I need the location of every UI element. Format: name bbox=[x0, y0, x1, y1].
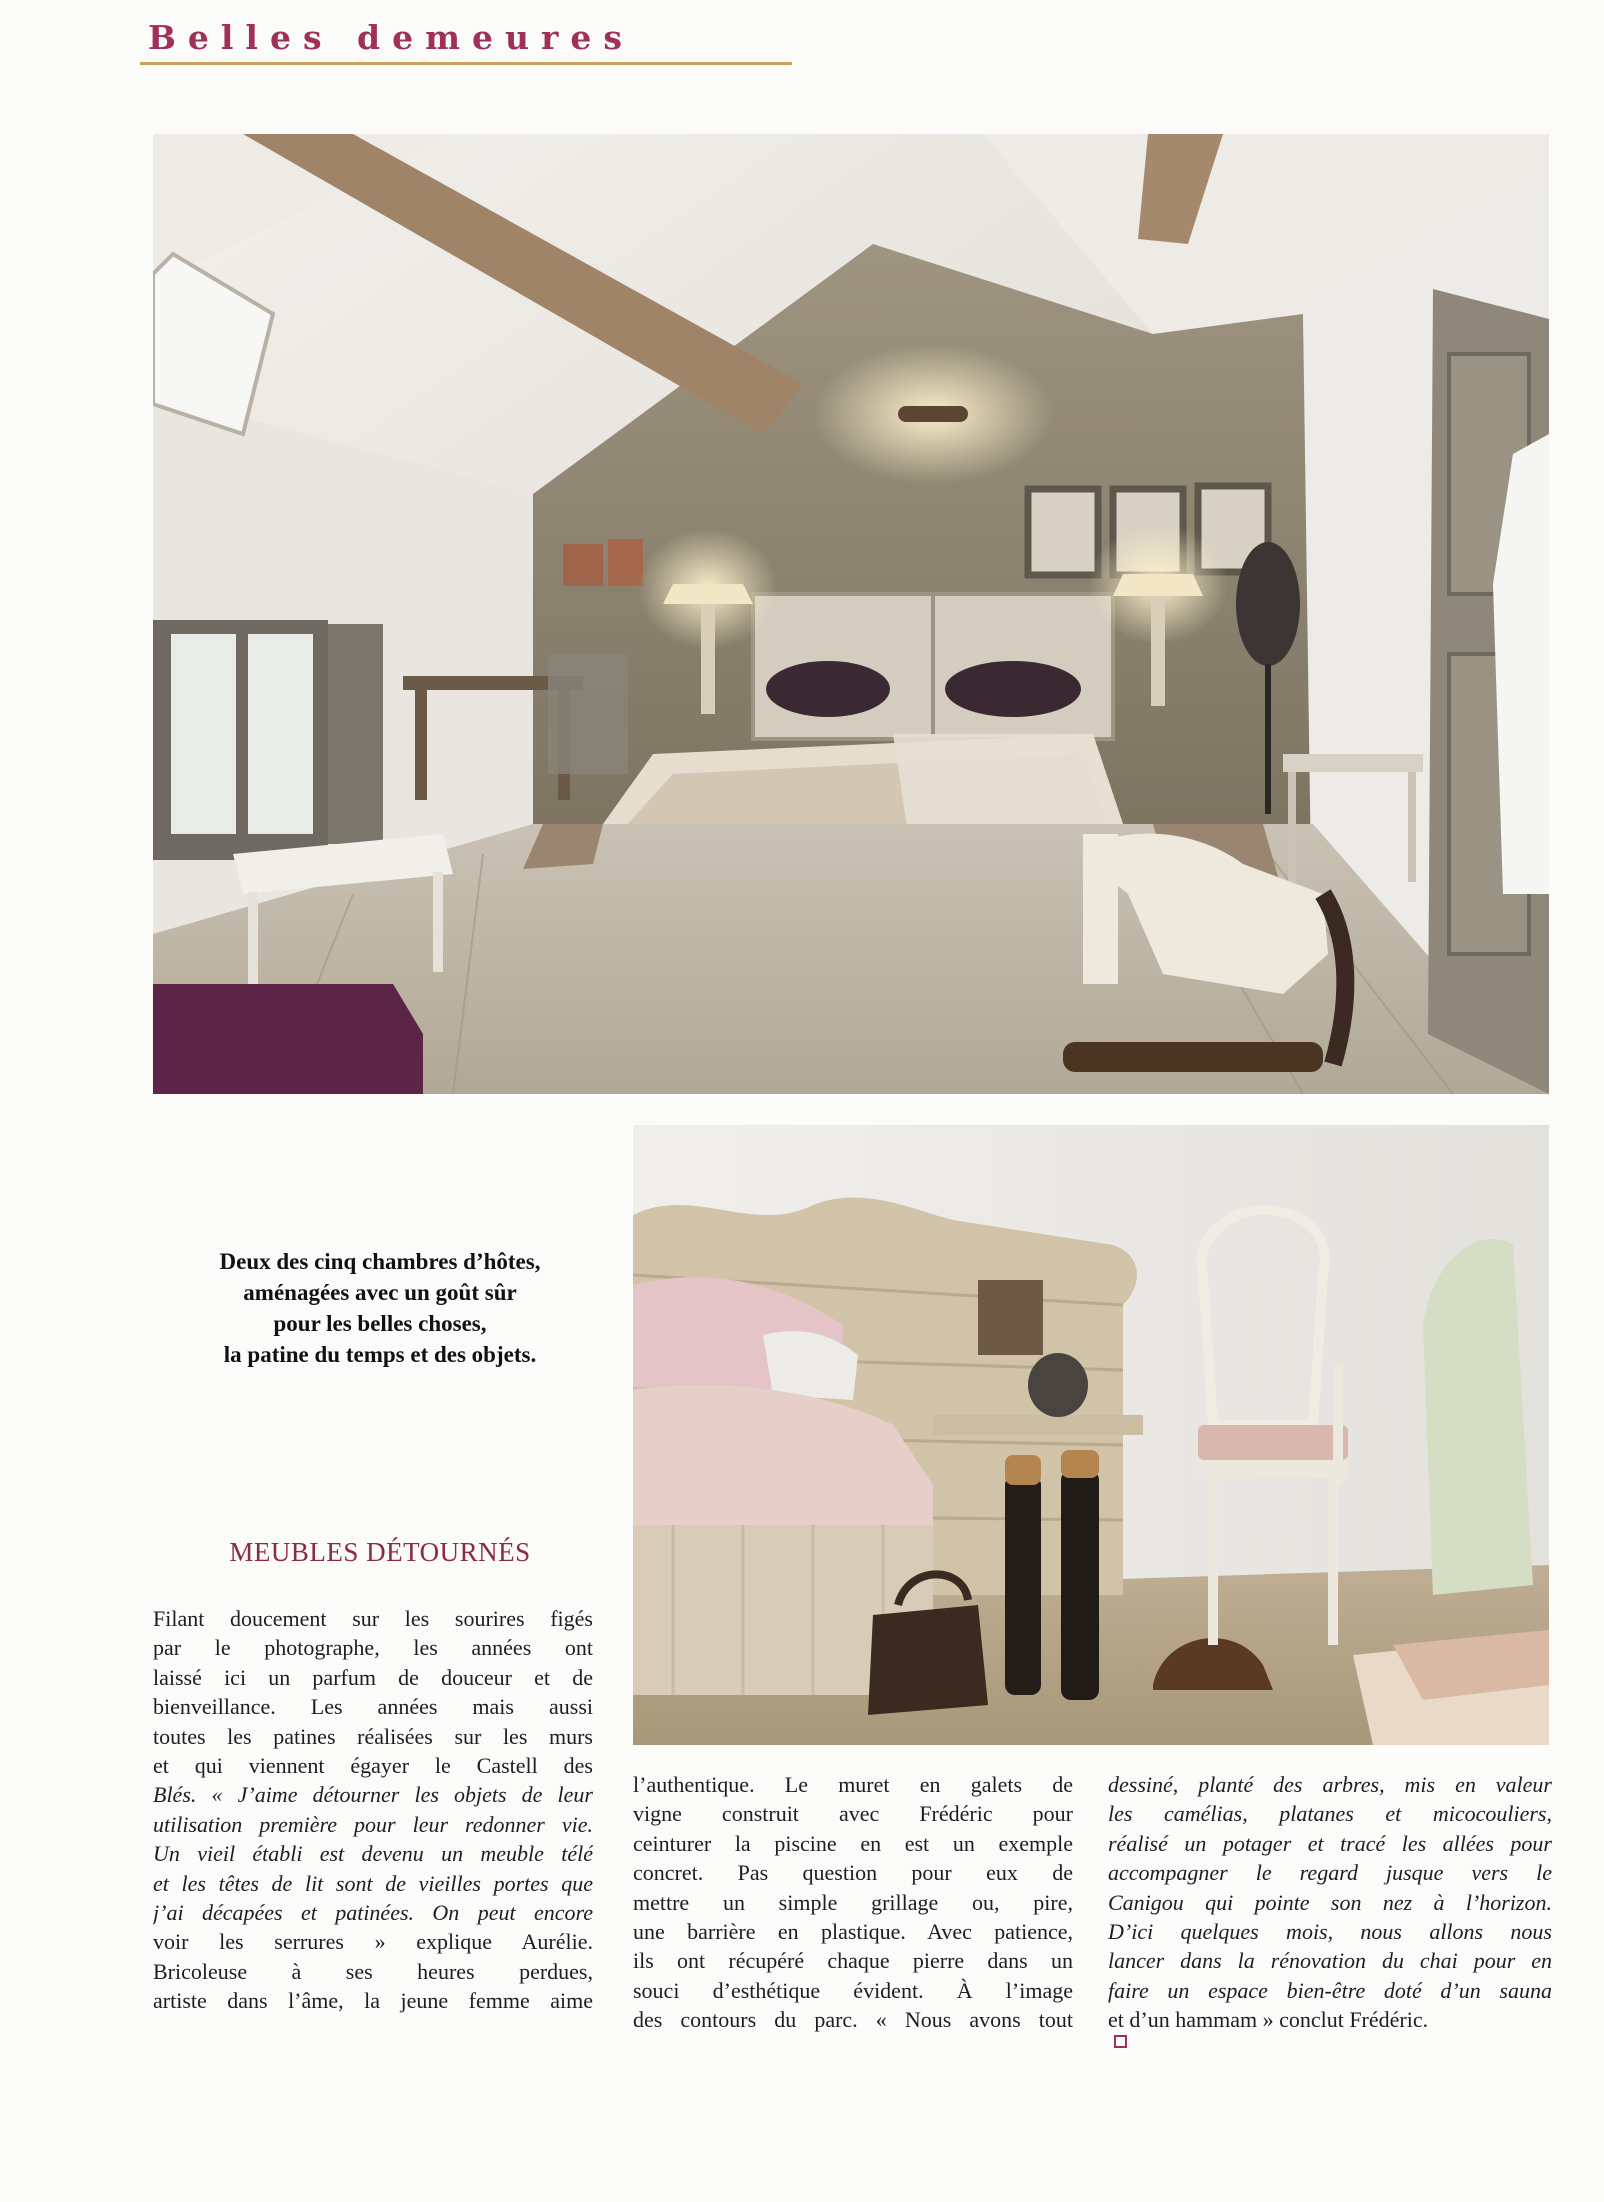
text-line: concret. Pas question pour eux de bbox=[633, 1860, 1073, 1886]
text-line: par le photographe, les années ont bbox=[153, 1635, 593, 1661]
text-line: Filant doucement sur les sourires figés bbox=[153, 1606, 593, 1631]
photo-caption bbox=[160, 1246, 600, 1370]
text-column-3 bbox=[1108, 1770, 1552, 2048]
text-line: bienveillance. Les années mais aussi bbox=[153, 1694, 593, 1720]
caption-line: pour les belles choses, bbox=[273, 1311, 487, 1336]
text-line-final bbox=[1108, 2005, 1552, 2047]
photo-bedroom-pink bbox=[633, 1125, 1549, 1745]
text-line: mettre un simple grillage ou, pire, bbox=[633, 1889, 1073, 1915]
text-line: réalisé un potager et tracé les allées pour bbox=[1108, 1830, 1552, 1856]
text-line: et d’un hammam » conclut Frédéric. bbox=[1108, 2007, 1429, 2033]
text-line: j’ai décapées et patinées. On peut encore bbox=[153, 1900, 593, 1926]
text-line: dessiné, planté des arbres, mis en valeur bbox=[1108, 1772, 1552, 1797]
text-line: artiste dans l’âme, la jeune femme aime bbox=[153, 1988, 593, 2014]
section-heading: MEUBLES DÉTOURNÉS bbox=[229, 1537, 531, 1567]
text-line: Canigou qui pointe son nez à l’horizon. bbox=[1108, 1889, 1552, 1915]
text-line: une barrière en plastique. Avec patience, bbox=[633, 1919, 1073, 1945]
text-line: Bricoleuse à ses heures perdues, bbox=[153, 1958, 593, 1984]
text-line: ceinturer la piscine en est un exemple bbox=[633, 1830, 1073, 1856]
end-of-article-icon bbox=[1114, 2035, 1127, 2048]
caption-line: Deux des cinq chambres d’hôtes, bbox=[219, 1249, 541, 1274]
text-line: et qui viennent égayer le Castell des bbox=[153, 1753, 593, 1779]
text-line: Un vieil établi est devenu un meuble télé bbox=[153, 1841, 593, 1867]
text-line: toutes les patines réalisées sur les murs bbox=[153, 1723, 593, 1749]
text-line: Blés. « J’aime détourner les objets de leur bbox=[153, 1782, 593, 1808]
text-line: D’ici quelques mois, nous allons nous bbox=[1108, 1919, 1552, 1945]
text-line: laissé ici un parfum de douceur et de bbox=[153, 1664, 593, 1690]
caption-line: la patine du temps et des objets. bbox=[223, 1342, 537, 1367]
text-line: lancer dans la rénovation du chai pour en bbox=[1108, 1948, 1552, 1974]
text-line: voir les serrures » explique Aurélie. bbox=[153, 1929, 593, 1955]
rubric-underline bbox=[140, 62, 792, 65]
text-column-1 bbox=[153, 1604, 593, 2016]
text-line: les camélias, platanes et micocouliers, bbox=[1108, 1801, 1552, 1827]
text-line: vigne construit avec Frédéric pour bbox=[633, 1801, 1073, 1827]
caption-line: aménagées avec un goût sûr bbox=[243, 1280, 517, 1305]
section-rubric: Belles demeures bbox=[148, 18, 634, 57]
text-line: souci d’esthétique évident. À l’image bbox=[633, 1977, 1073, 2003]
text-column-2 bbox=[633, 1770, 1073, 2035]
photo-bedroom-attic bbox=[153, 134, 1549, 1094]
text-line: des contours du parc. « Nous avons tout bbox=[633, 2007, 1073, 2033]
text-line: et les têtes de lit sont de vieilles portes que bbox=[153, 1870, 593, 1896]
text-line: ils ont récupéré chaque pierre dans un bbox=[633, 1948, 1073, 1974]
text-line: accompagner le regard jusque vers le bbox=[1108, 1860, 1552, 1886]
text-line: faire un espace bien-être doté d’un sauna bbox=[1108, 1977, 1552, 2003]
text-line: utilisation première pour leur redonner vie. bbox=[153, 1811, 593, 1837]
text-line: l’authentique. Le muret en galets de bbox=[633, 1772, 1073, 1797]
